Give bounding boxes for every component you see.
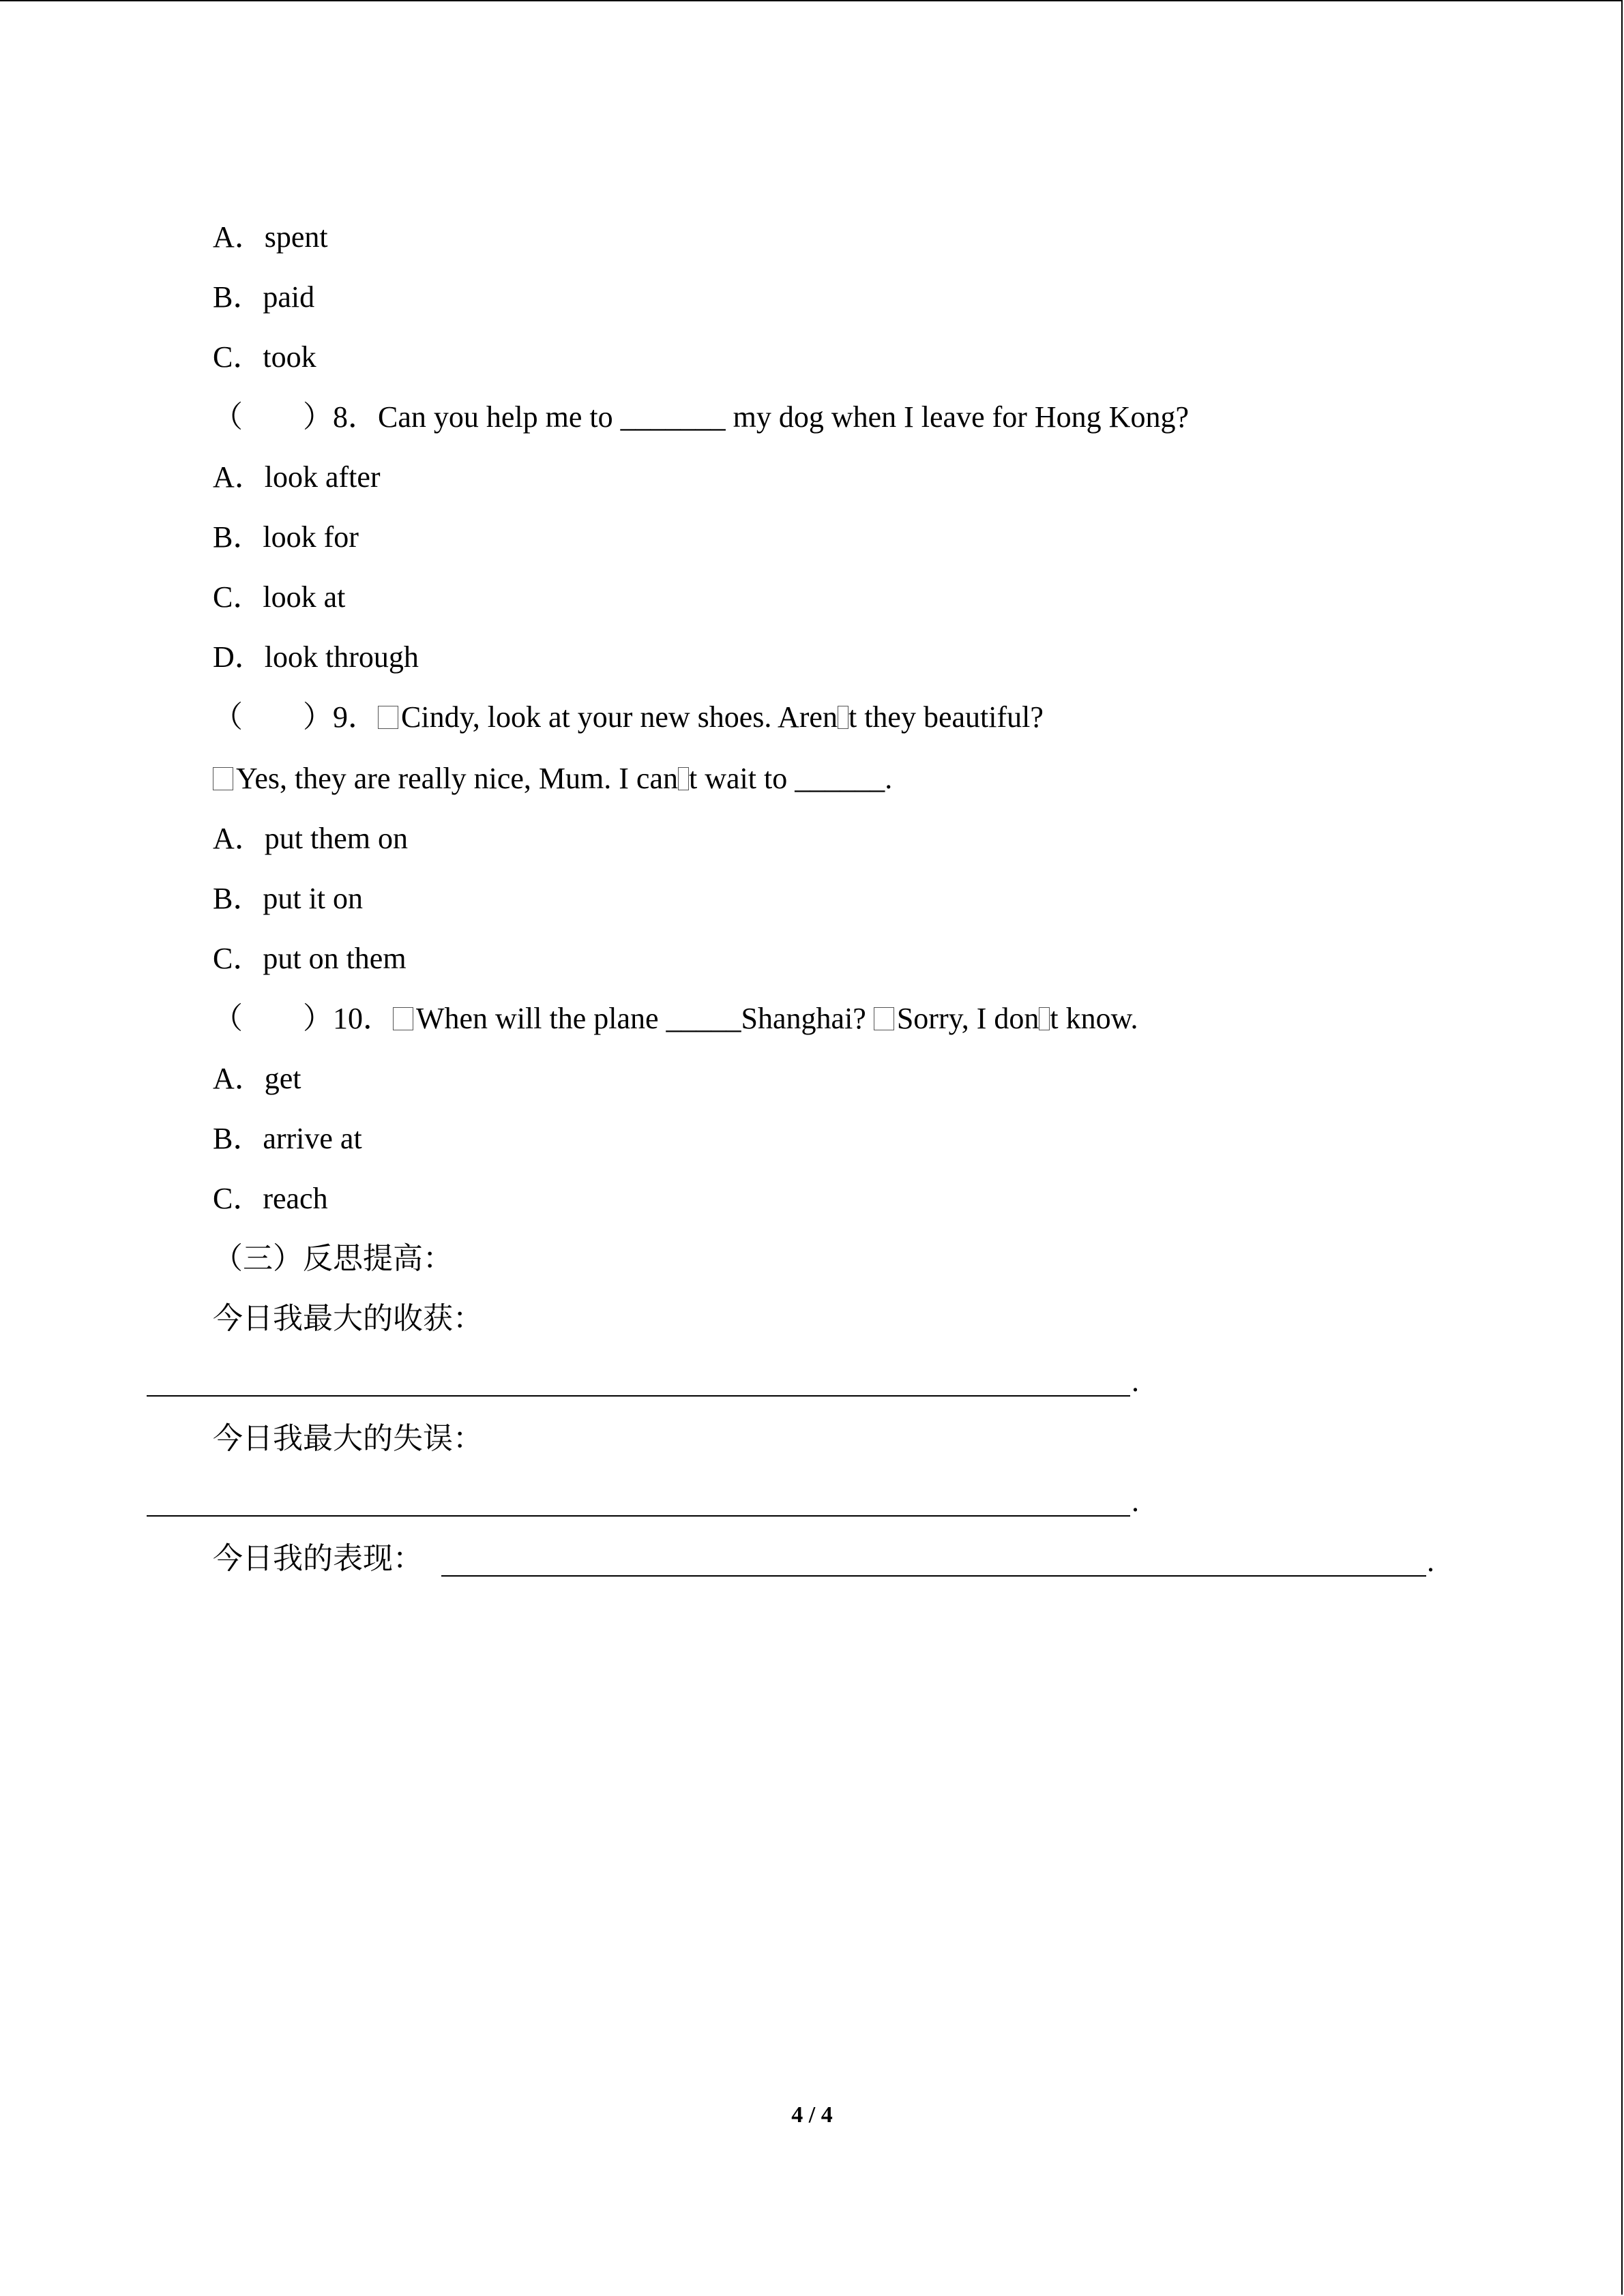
q8-option-c: C．look at [213,580,346,614]
gain-answer-line[interactable] [147,1395,1130,1397]
q9-option-b: B．put it on [213,882,364,915]
missing-glyph-icon [378,706,398,729]
performance-answer-line[interactable] [441,1575,1426,1577]
gain-label: 今日我最大的收获： [213,1302,483,1335]
q7-option-b: B．paid [213,280,315,314]
q8-number: （ ）8． [213,400,378,434]
missing-glyph-icon [393,1007,413,1030]
q9-question [213,697,1044,738]
missing-glyph-icon [213,767,233,790]
performance-label: 今日我的表现： [213,1542,423,1575]
q9-option-a: A．put them on [213,822,408,855]
performance-line-end: . [1427,1545,1434,1578]
mistake-line-end: . [1132,1485,1139,1518]
mistake-label: 今日我最大的失误： [213,1422,483,1455]
q10-number: （ ）10． [213,1002,393,1035]
q9-reply-part2: t wait to ______. [689,762,893,795]
q10-option-b: B．arrive at [213,1122,362,1155]
q10-question [213,998,1138,1039]
q9-stem-part1: Cindy, look at your new shoes. Aren [401,700,838,734]
q9-reply-part1: Yes, they are really nice, Mum. I can [236,762,678,795]
q8-question [213,397,1189,438]
q9-number: （ ）9． [213,700,378,734]
q8-option-b: B．look for [213,520,359,554]
missing-glyph-icon [874,1007,894,1030]
missing-glyph-icon [678,767,689,790]
q7-option-c: C．took [213,340,316,374]
q10-stem-part3: t know. [1050,1002,1138,1035]
q9-stem-part2: t they beautiful? [848,700,1044,734]
missing-glyph-icon [1039,1007,1050,1030]
q7-option-a: A．spent [213,220,328,254]
q9-option-c: C．put on them [213,942,407,975]
mistake-answer-line[interactable] [147,1515,1130,1517]
q8-stem: Can you help me to _______ my dog when I leave for Hong Kong? [378,400,1189,434]
q8-option-d: D．look through [213,640,419,674]
q10-stem-part2: Sorry, I don [896,1002,1039,1035]
q8-option-a: A．look after [213,460,381,494]
page-number: 4 / 4 [791,2102,833,2128]
reflection-heading: （三）反思提高： [213,1242,453,1275]
q10-stem-part1: When will the plane _____Shanghai? [416,1002,866,1035]
q9-reply [213,758,892,799]
missing-glyph-icon [838,706,848,729]
q10-option-a: A．get [213,1062,301,1095]
q10-option-c: C．reach [213,1182,328,1215]
gain-line-end: . [1132,1365,1139,1398]
